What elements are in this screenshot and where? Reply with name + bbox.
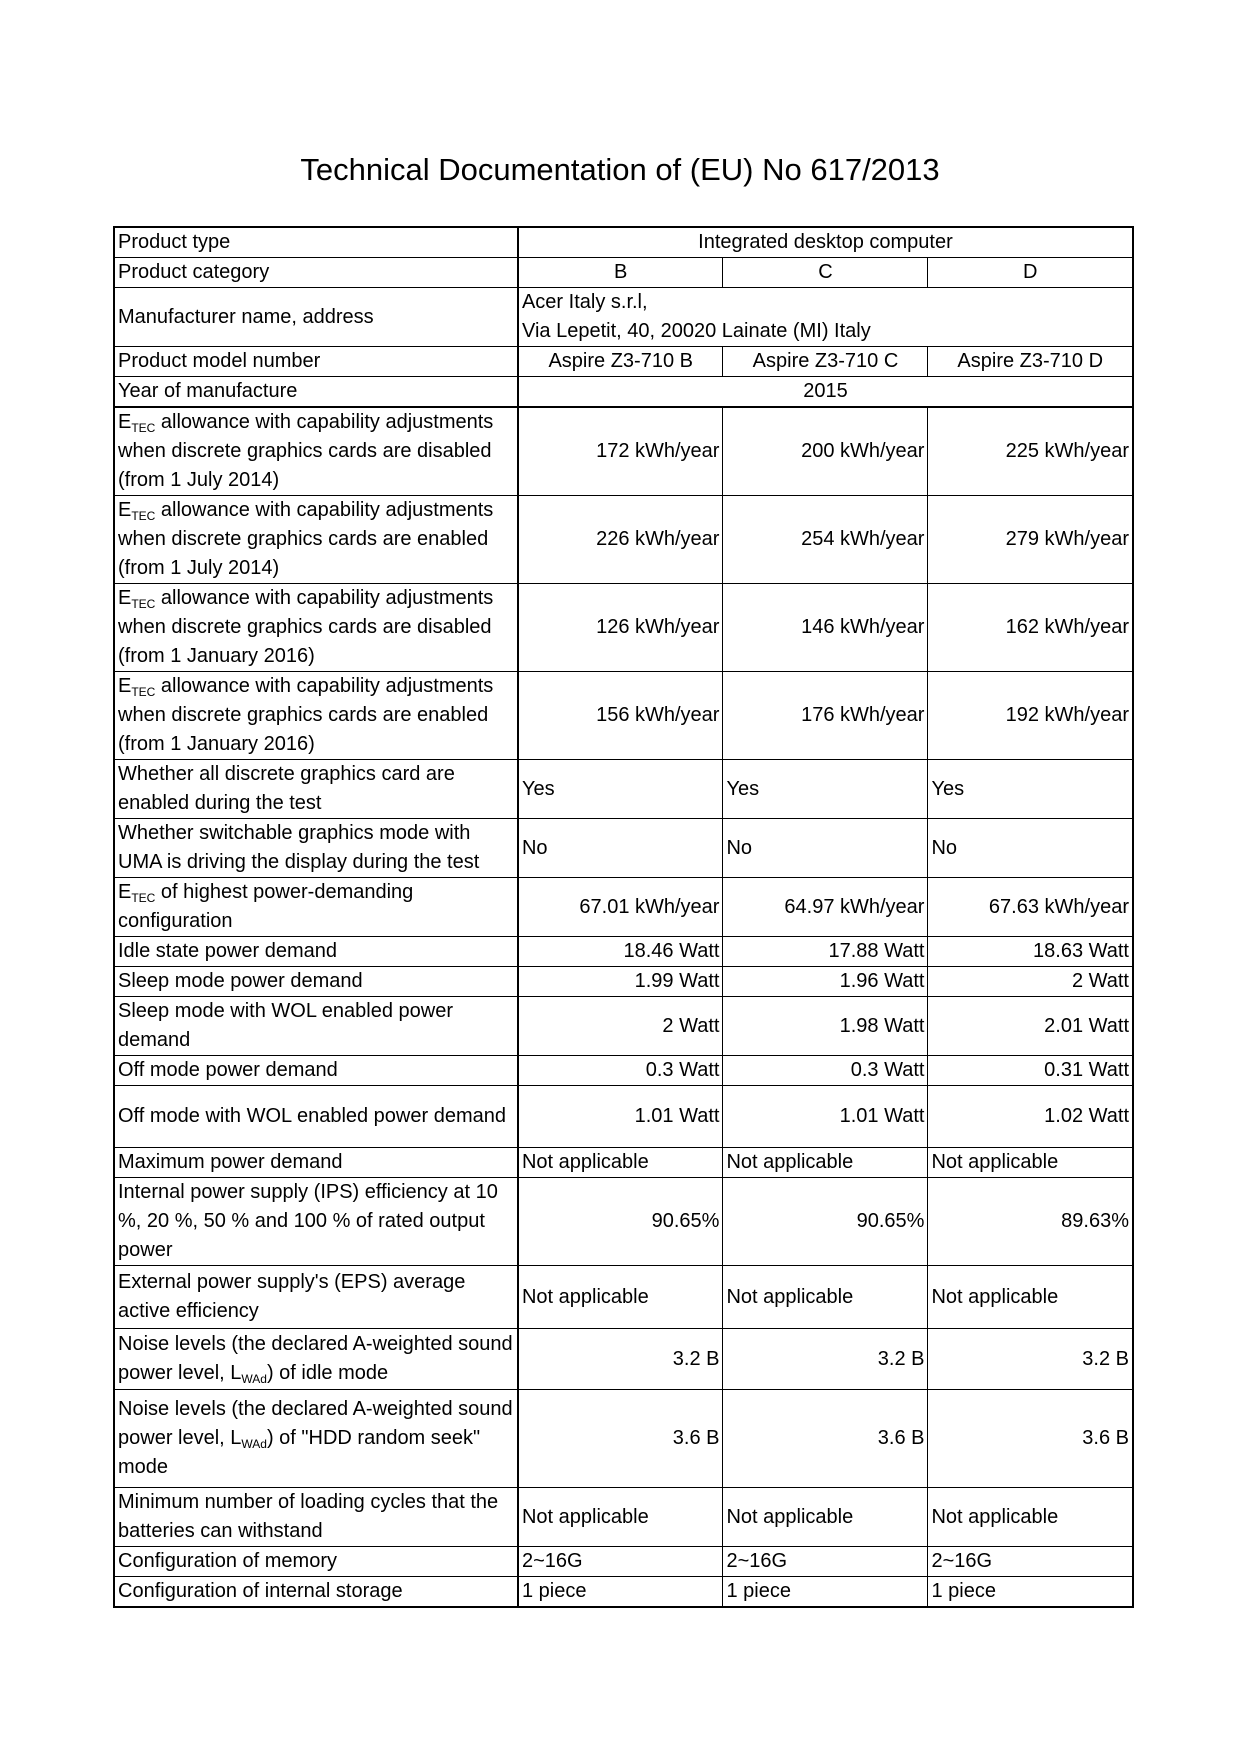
value-eps-d: Not applicable xyxy=(928,1266,1133,1329)
row-etec-allowance-4 xyxy=(114,672,1133,760)
value-discrete-enabled-b: Yes xyxy=(518,760,723,819)
row-manufacturer xyxy=(114,288,1133,347)
row-etec-allowance-1 xyxy=(114,407,1133,496)
value-etec-allowance-1-c: 200 kWh/year xyxy=(723,407,928,496)
value-max-power-c: Not applicable xyxy=(723,1148,928,1178)
manufacturer-address: Via Lepetit, 40, 20020 Lainate (MI) Italy xyxy=(521,320,871,342)
row-switchable-uma xyxy=(114,819,1133,878)
value-discrete-enabled-c: Yes xyxy=(723,760,928,819)
etec-subscript: TEC xyxy=(131,685,156,699)
lwad-subscript: WAd xyxy=(241,1437,267,1451)
label-text: ) of "HDD random seek" mode xyxy=(118,1427,481,1478)
spec-table xyxy=(113,226,1134,1608)
etec-symbol: E xyxy=(118,411,132,433)
value-category-d: D xyxy=(928,258,1133,288)
row-idle xyxy=(114,937,1133,967)
value-eps-c: Not applicable xyxy=(723,1266,928,1329)
label-off-wol: Off mode with WOL enabled power demand xyxy=(114,1086,518,1148)
value-etec-allowance-3-c: 146 kWh/year xyxy=(723,584,928,672)
label-text: allowance with capability adjustments when discrete graphics cards are disabled (from 1 July 2014) xyxy=(118,411,494,491)
value-switchable-uma-c: No xyxy=(723,819,928,878)
row-noise-hdd xyxy=(114,1390,1133,1488)
value-model-b: Aspire Z3-710 B xyxy=(518,347,723,377)
value-switchable-uma-d: No xyxy=(928,819,1133,878)
etec-subscript: TEC xyxy=(131,891,156,905)
value-category-b: B xyxy=(518,258,723,288)
value-noise-idle-c: 3.2 B xyxy=(723,1329,928,1390)
value-etec-allowance-4-d: 192 kWh/year xyxy=(928,672,1133,760)
label-etec-allowance-4 xyxy=(114,672,518,760)
row-etec-highest xyxy=(114,878,1133,937)
row-etec-allowance-3 xyxy=(114,584,1133,672)
value-etec-allowance-4-b: 156 kWh/year xyxy=(518,672,723,760)
value-switchable-uma-b: No xyxy=(518,819,723,878)
value-storage-d: 1 piece xyxy=(928,1577,1133,1608)
value-sleep-wol-b: 2 Watt xyxy=(518,997,723,1056)
row-sleep-wol xyxy=(114,997,1133,1056)
value-model-d: Aspire Z3-710 D xyxy=(928,347,1133,377)
label-eps: External power supply's (EPS) average active efficiency xyxy=(114,1266,518,1329)
etec-symbol: E xyxy=(118,675,132,697)
row-storage xyxy=(114,1577,1133,1608)
value-product-type: Integrated desktop computer xyxy=(518,227,1133,258)
row-max-power xyxy=(114,1148,1133,1178)
label-year: Year of manufacture xyxy=(114,377,518,408)
value-sleep-b: 1.99 Watt xyxy=(518,967,723,997)
row-battery-cycles xyxy=(114,1488,1133,1547)
value-etec-allowance-3-b: 126 kWh/year xyxy=(518,584,723,672)
label-noise-hdd xyxy=(114,1390,518,1488)
label-model-number: Product model number xyxy=(114,347,518,377)
value-idle-d: 18.63 Watt xyxy=(928,937,1133,967)
value-off-c: 0.3 Watt xyxy=(723,1056,928,1086)
value-discrete-enabled-d: Yes xyxy=(928,760,1133,819)
value-noise-idle-b: 3.2 B xyxy=(518,1329,723,1390)
label-max-power: Maximum power demand xyxy=(114,1148,518,1178)
row-product-category xyxy=(114,258,1133,288)
row-model-number xyxy=(114,347,1133,377)
value-off-b: 0.3 Watt xyxy=(518,1056,723,1086)
row-memory xyxy=(114,1547,1133,1577)
row-eps xyxy=(114,1266,1133,1329)
label-switchable-uma: Whether switchable graphics mode with UMA is driving the display during the test xyxy=(114,819,518,878)
value-sleep-wol-c: 1.98 Watt xyxy=(723,997,928,1056)
value-max-power-d: Not applicable xyxy=(928,1148,1133,1178)
value-ips-d: 89.63% xyxy=(928,1178,1133,1266)
value-battery-cycles-d: Not applicable xyxy=(928,1488,1133,1547)
value-ips-c: 90.65% xyxy=(723,1178,928,1266)
label-sleep-wol: Sleep mode with WOL enabled power demand xyxy=(114,997,518,1056)
value-idle-c: 17.88 Watt xyxy=(723,937,928,967)
label-text: Noise levels (the declared A-weighted sound power level, L xyxy=(118,1333,513,1384)
value-off-wol-c: 1.01 Watt xyxy=(723,1086,928,1148)
etec-symbol: E xyxy=(118,587,132,609)
value-battery-cycles-b: Not applicable xyxy=(518,1488,723,1547)
etec-subscript: TEC xyxy=(131,421,156,435)
label-etec-allowance-1 xyxy=(114,407,518,496)
value-etec-highest-d: 67.63 kWh/year xyxy=(928,878,1133,937)
value-memory-d: 2~16G xyxy=(928,1547,1133,1577)
row-sleep xyxy=(114,967,1133,997)
value-idle-b: 18.46 Watt xyxy=(518,937,723,967)
label-memory: Configuration of memory xyxy=(114,1547,518,1577)
value-max-power-b: Not applicable xyxy=(518,1148,723,1178)
value-memory-b: 2~16G xyxy=(518,1547,723,1577)
label-off: Off mode power demand xyxy=(114,1056,518,1086)
label-text: allowance with capability adjustments when discrete graphics cards are enabled (from 1 July 2014) xyxy=(118,499,494,579)
row-noise-idle xyxy=(114,1329,1133,1390)
value-etec-allowance-2-d: 279 kWh/year xyxy=(928,496,1133,584)
label-storage: Configuration of internal storage xyxy=(114,1577,518,1608)
label-manufacturer: Manufacturer name, address xyxy=(114,288,518,347)
etec-symbol: E xyxy=(118,499,132,521)
label-text: allowance with capability adjustments when discrete graphics cards are enabled (from 1 January 2016) xyxy=(118,675,494,755)
value-eps-b: Not applicable xyxy=(518,1266,723,1329)
label-text: ) of idle mode xyxy=(266,1362,389,1384)
value-etec-highest-c: 64.97 kWh/year xyxy=(723,878,928,937)
value-etec-allowance-1-d: 225 kWh/year xyxy=(928,407,1133,496)
label-product-category: Product category xyxy=(114,258,518,288)
value-off-wol-d: 1.02 Watt xyxy=(928,1086,1133,1148)
value-noise-hdd-c: 3.6 B xyxy=(723,1390,928,1488)
label-etec-highest xyxy=(114,878,518,937)
label-text: Noise levels (the declared A-weighted sound power level, L xyxy=(118,1398,513,1449)
etec-subscript: TEC xyxy=(131,597,156,611)
value-battery-cycles-c: Not applicable xyxy=(723,1488,928,1547)
label-idle: Idle state power demand xyxy=(114,937,518,967)
value-etec-allowance-1-b: 172 kWh/year xyxy=(518,407,723,496)
label-text: of highest power-demanding configuration xyxy=(118,881,414,932)
value-memory-c: 2~16G xyxy=(723,1547,928,1577)
label-etec-allowance-3 xyxy=(114,584,518,672)
value-year: 2015 xyxy=(518,377,1133,408)
value-noise-idle-d: 3.2 B xyxy=(928,1329,1133,1390)
value-off-wol-b: 1.01 Watt xyxy=(518,1086,723,1148)
value-category-c: C xyxy=(723,258,928,288)
row-off-wol xyxy=(114,1086,1133,1148)
label-etec-allowance-2 xyxy=(114,496,518,584)
value-model-c: Aspire Z3-710 C xyxy=(723,347,928,377)
manufacturer-name: Acer Italy s.r.l, xyxy=(521,291,648,313)
value-ips-b: 90.65% xyxy=(518,1178,723,1266)
row-year xyxy=(114,377,1133,408)
value-storage-b: 1 piece xyxy=(518,1577,723,1608)
label-discrete-enabled: Whether all discrete graphics card are enabled during the test xyxy=(114,760,518,819)
value-etec-allowance-3-d: 162 kWh/year xyxy=(928,584,1133,672)
document-title: Technical Documentation of (EU) No 617/2013 xyxy=(300,152,940,187)
row-discrete-enabled xyxy=(114,760,1133,819)
row-etec-allowance-2 xyxy=(114,496,1133,584)
label-sleep: Sleep mode power demand xyxy=(114,967,518,997)
value-etec-allowance-2-b: 226 kWh/year xyxy=(518,496,723,584)
value-sleep-d: 2 Watt xyxy=(928,967,1133,997)
etec-symbol: E xyxy=(118,881,132,903)
label-battery-cycles: Minimum number of loading cycles that the batteries can withstand xyxy=(114,1488,518,1547)
value-etec-allowance-4-c: 176 kWh/year xyxy=(723,672,928,760)
value-manufacturer xyxy=(518,288,1133,347)
etec-subscript: TEC xyxy=(131,509,156,523)
value-noise-hdd-b: 3.6 B xyxy=(518,1390,723,1488)
value-storage-c: 1 piece xyxy=(723,1577,928,1608)
value-noise-hdd-d: 3.6 B xyxy=(928,1390,1133,1488)
value-sleep-wol-d: 2.01 Watt xyxy=(928,997,1133,1056)
value-etec-highest-b: 67.01 kWh/year xyxy=(518,878,723,937)
label-ips: Internal power supply (IPS) efficiency at 10 %, 20 %, 50 % and 100 % of rated output power xyxy=(114,1178,518,1266)
value-sleep-c: 1.96 Watt xyxy=(723,967,928,997)
label-text: allowance with capability adjustments when discrete graphics cards are disabled (from 1 January 2016) xyxy=(118,587,494,667)
row-product-type xyxy=(114,227,1133,258)
lwad-subscript: WAd xyxy=(241,1372,267,1386)
label-noise-idle xyxy=(114,1329,518,1390)
row-ips xyxy=(114,1178,1133,1266)
row-off xyxy=(114,1056,1133,1086)
value-etec-allowance-2-c: 254 kWh/year xyxy=(723,496,928,584)
value-off-d: 0.31 Watt xyxy=(928,1056,1133,1086)
label-product-type: Product type xyxy=(114,227,518,258)
